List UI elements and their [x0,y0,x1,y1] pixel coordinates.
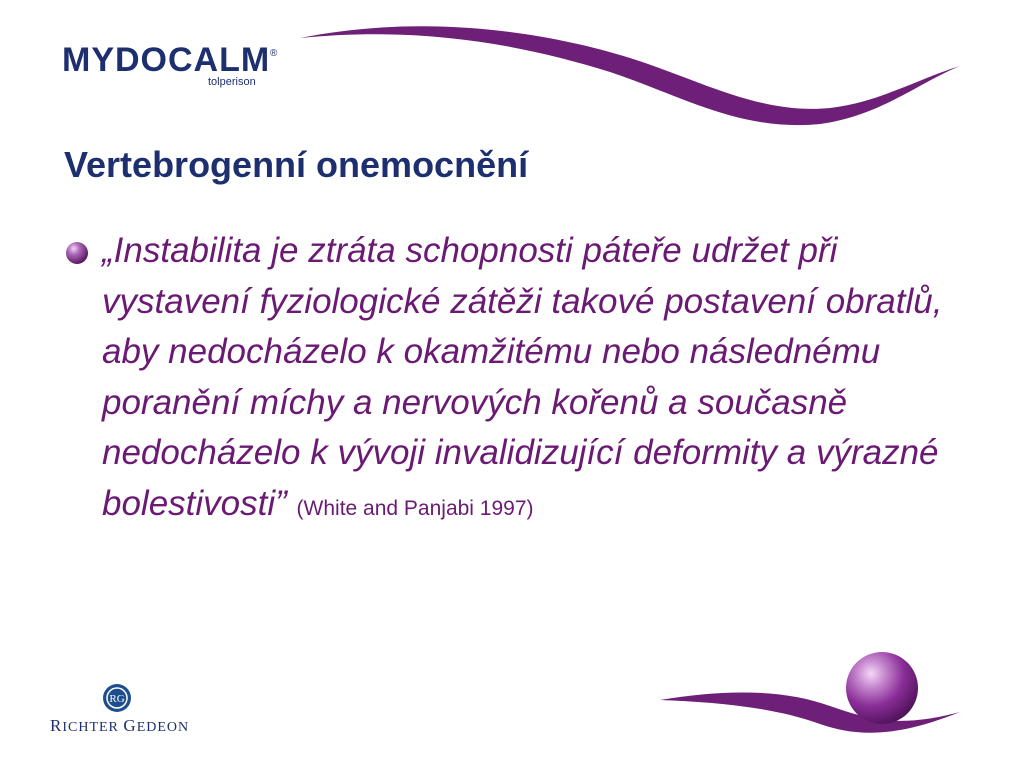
company-initial-r: R [50,716,63,735]
quote-text: „Instabilita je ztráta schopnosti páteře udržet při vystavení fyziologické zátěži takové postavení obratlů, aby nedocházelo k okamžitému nebo následnému poranění míchy a nervových kořenů a současně nedocházelo k vývoji invalidizující deformity a výrazné bolestivosti” [102,231,943,523]
quote-paragraph [102,226,962,534]
bullet-sphere-icon [62,238,92,268]
mydocalm-logo [62,40,282,98]
logo-brand: MYDOCALM [62,41,271,79]
company-initial-g: G [123,716,137,735]
logo-subtitle: tolperison [208,76,256,88]
company-name [50,716,189,736]
slide-title: Vertebrogenní onemocnění [64,144,529,185]
logo-registered: ® [270,48,278,59]
decorative-sphere-icon [846,652,918,724]
company-word-rest-2: EDEON [136,720,190,735]
rg-badge-icon [101,682,133,714]
quote-citation: (White and Panjabi 1997) [296,496,534,520]
company-word-rest-1: ICHTER [62,720,119,735]
rg-badge-text: RG [109,693,125,705]
